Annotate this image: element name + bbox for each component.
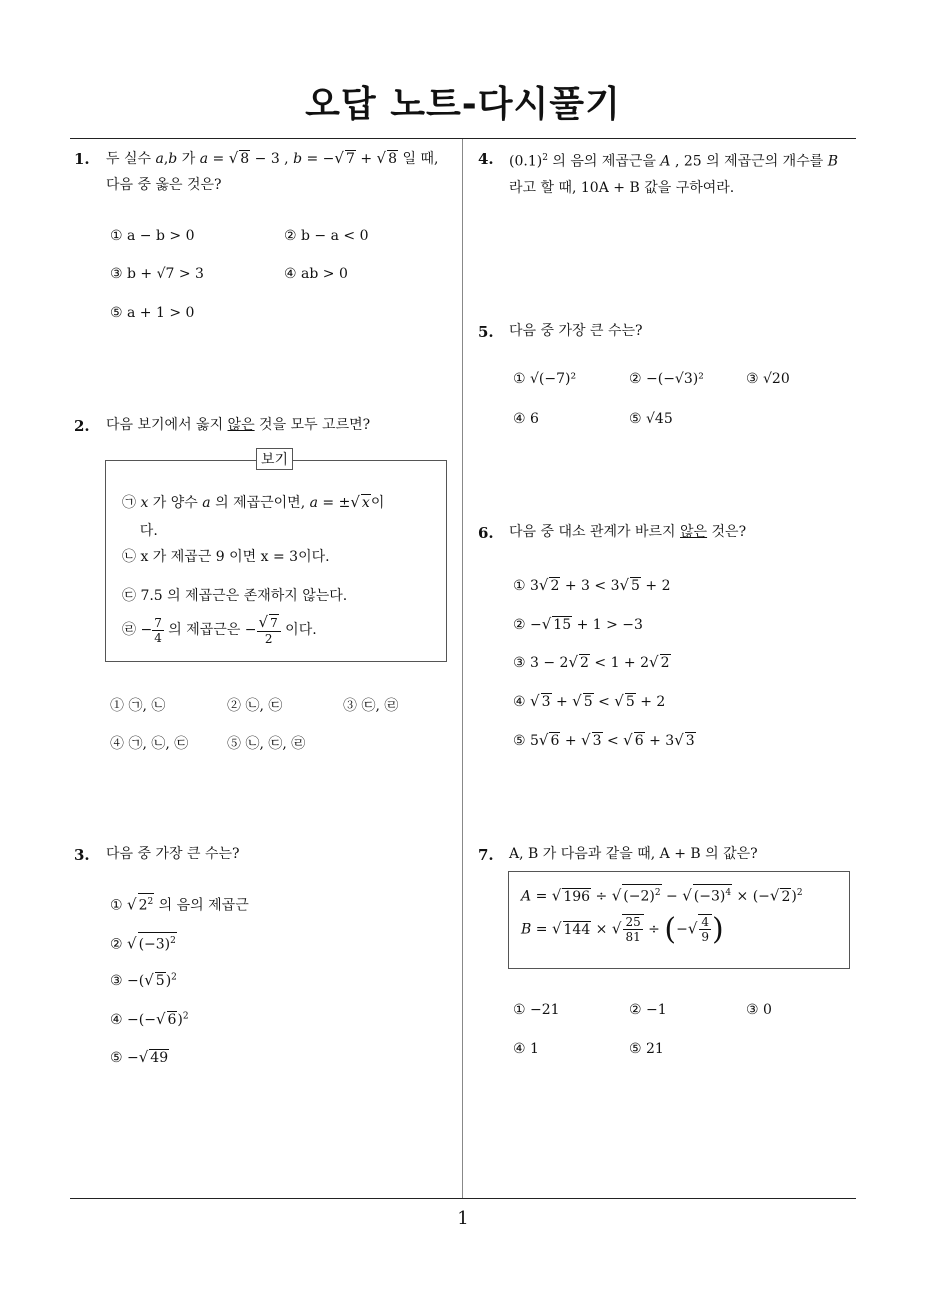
q5-option-1[interactable]: ① √(−7)² <box>513 371 577 387</box>
q7-stem: A, B 가 다음과 같을 때, A + B 의 값은? <box>509 846 758 862</box>
q4-number: 4. <box>478 150 494 168</box>
q1-option-2[interactable]: ② b − a < 0 <box>284 228 369 244</box>
q6-stem-emphasis: 않은 <box>680 524 708 540</box>
q1-stem-line2: 다음 중 옳은 것은? <box>106 177 222 193</box>
q3-option-5[interactable]: ⑤ −√ 49 <box>110 1048 169 1066</box>
bogi-label: 보기 <box>256 448 293 470</box>
bogi-item-c: ㉢ 7.5 의 제곱근은 존재하지 않는다. <box>122 588 348 604</box>
q3-option-1[interactable]: ① √ $2^2$ 의 음의 제곱근 <box>110 893 249 915</box>
q1-option-5[interactable]: ⑤ a + 1 > 0 <box>110 305 195 321</box>
q1-number: 1. <box>74 150 90 168</box>
q7-option-2[interactable]: ② −1 <box>629 1002 667 1018</box>
q2-option-1[interactable]: ① ㉠, ㉡ <box>110 698 166 714</box>
q2-option-5[interactable]: ⑤ ㉡, ㉢, ㉣ <box>227 736 306 752</box>
bogi-item-b: ㉡ x 가 제곱근 9 이면 x = 3이다. <box>122 549 330 565</box>
q6-option-1[interactable]: ① 3√ 2 + 3 < 3√ 5 + 2 <box>513 576 671 594</box>
q6-option-4[interactable]: ④ √ 3 + √ 5 < √ 5 + 2 <box>513 692 666 710</box>
q4-stem: $(0.1)^2$ 의 음의 제곱근을 A , 25 의 제곱근의 개수를 B 라고 할 때, 10A + B 값을 구하여라. <box>509 145 861 201</box>
q6-option-2[interactable]: ② −√ 15 + 1 > −3 <box>513 615 643 633</box>
q7-option-4[interactable]: ④ 1 <box>513 1041 539 1057</box>
q5-number: 5. <box>478 323 494 341</box>
q7-option-5[interactable]: ⑤ 21 <box>629 1041 664 1057</box>
q7-expr-b: B = √ 144 × √ $\frac{25}{81}$ ÷ (−√ $\frac{4}{9}$ ) <box>521 912 724 947</box>
q2-option-3[interactable]: ③ ㉢, ㉣ <box>343 698 399 714</box>
q3-option-4[interactable]: ④ −(−√ 6)$^2$ <box>110 1010 189 1028</box>
bogi-item-d: ㉣ − $\frac{7}{4}$ 의 제곱근은 − $\frac{√ 7}{2}$ 이다. <box>122 613 317 646</box>
q3-stem: 다음 중 가장 큰 수는? <box>106 846 240 862</box>
q6-option-3[interactable]: ③ 3 − 2√ 2 < 1 + 2√ 2 <box>513 653 670 671</box>
column-divider <box>462 139 463 1199</box>
q1-option-1[interactable]: ① a − b > 0 <box>110 228 195 244</box>
bottom-rule <box>70 1198 856 1199</box>
q5-option-2[interactable]: ② −(−√3)² <box>629 371 704 387</box>
q7-number: 7. <box>478 846 494 864</box>
q6-option-5[interactable]: ⑤ 5√ 6 + √ 3 < √ 6 + 3√ 3 <box>513 731 695 749</box>
q5-stem: 다음 중 가장 큰 수는? <box>509 323 643 339</box>
q7-option-3[interactable]: ③ 0 <box>746 1002 772 1018</box>
q5-option-4[interactable]: ④ 6 <box>513 411 539 427</box>
top-rule <box>70 138 856 139</box>
q7-expr-a: A = √ 196 ÷ √ $(-2)^2$ − √ $(-3)^4$ × (−√ 2)$^2$ <box>521 884 803 905</box>
q1-stem: 두 실수 a,b 가 a = √ 8 − 3 , b = −√ 7 + √ 8 일 때, 다음 중 옳은 것은? <box>106 145 458 198</box>
page-title: 오답 노트-다시풀기 <box>305 84 621 125</box>
q3-option-2[interactable]: ② √ $(-3)^2$ <box>110 932 177 953</box>
q3-number: 3. <box>74 846 90 864</box>
q5-option-5[interactable]: ⑤ √45 <box>629 411 673 427</box>
q2-option-4[interactable]: ④ ㉠, ㉡, ㉢ <box>110 736 189 752</box>
q7-option-1[interactable]: ① −21 <box>513 1002 560 1018</box>
q2-option-2[interactable]: ② ㉡, ㉢ <box>227 698 283 714</box>
q3-option-3[interactable]: ③ −(√ 5)$^2$ <box>110 971 177 989</box>
q4-stem-line2: 라고 할 때, 10A + B 값을 구하여라. <box>509 179 735 196</box>
q1-option-4[interactable]: ④ ab > 0 <box>284 266 348 282</box>
q2-stem-emphasis: 않은 <box>227 417 255 433</box>
q1-option-3[interactable]: ③ b + √7 > 3 <box>110 266 204 282</box>
q2-number: 2. <box>74 417 90 435</box>
bogi-item-a: ㉠ x 가 양수 a 의 제곱근이면, a = ±√ x이 다. <box>122 493 385 539</box>
q5-option-3[interactable]: ③ √20 <box>746 371 790 387</box>
q6-stem: 다음 중 대소 관계가 바르지 않은 것은? <box>509 524 747 540</box>
q6-number: 6. <box>478 524 494 542</box>
q2-stem: 다음 보기에서 옳지 않은 것을 모두 고르면? <box>106 417 371 433</box>
page-number: 1 <box>457 1208 469 1229</box>
